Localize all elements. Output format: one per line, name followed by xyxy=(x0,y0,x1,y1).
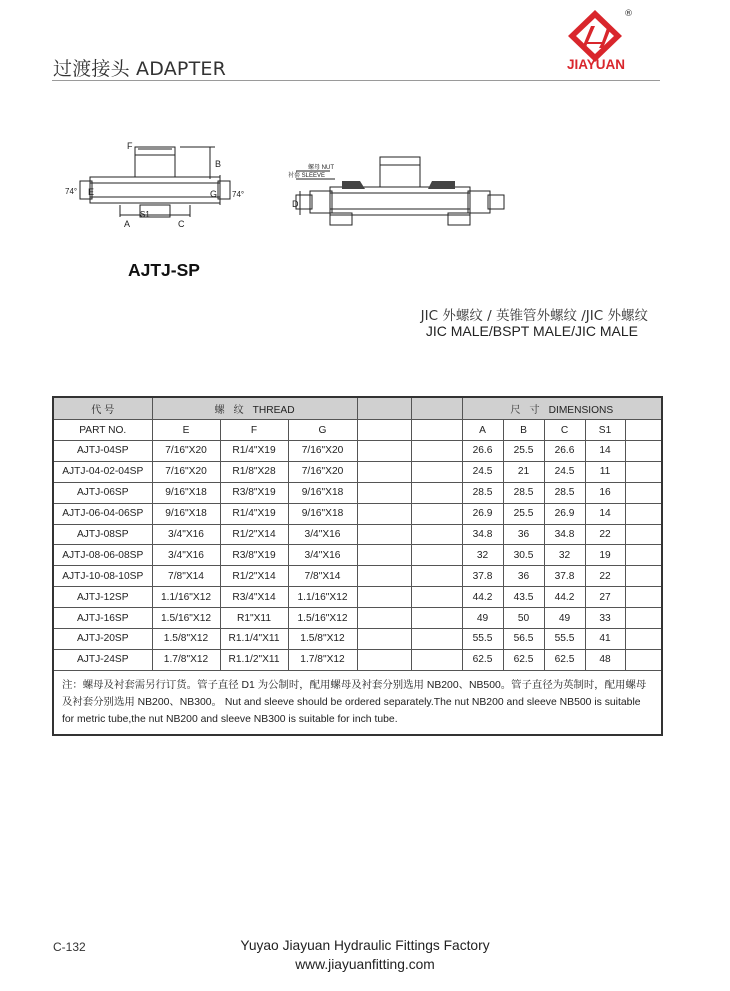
table-cell: 14 xyxy=(585,503,625,524)
table-cell: 16 xyxy=(585,482,625,503)
table-cell: 36 xyxy=(503,566,544,587)
table-cell xyxy=(411,587,462,608)
table-cell: 3/4"X16 xyxy=(288,545,357,566)
table-cell: 48 xyxy=(585,649,625,670)
table-cell: 1.7/8"X12 xyxy=(152,649,220,670)
header-thread-cn: 螺 纹 xyxy=(214,405,247,416)
label-g: G xyxy=(210,189,218,199)
table-cell: 14 xyxy=(585,441,625,462)
column-header: C xyxy=(544,420,585,441)
column-header xyxy=(357,420,411,441)
table-cell xyxy=(411,629,462,650)
table-cell: 49 xyxy=(462,608,503,629)
table-cell xyxy=(411,524,462,545)
table-row xyxy=(53,587,662,608)
table-row xyxy=(53,524,662,545)
table-cell: R1/2"X14 xyxy=(220,566,288,587)
column-header xyxy=(625,420,662,441)
table-cell xyxy=(625,482,662,503)
table-cell: 11 xyxy=(585,461,625,482)
table-row xyxy=(53,629,662,650)
part-number-cell: AJTJ-08-06-08SP xyxy=(53,545,152,566)
column-header: E xyxy=(152,420,220,441)
table-cell: 1.7/8"X12 xyxy=(288,649,357,670)
table-cell: 22 xyxy=(585,524,625,545)
table-cell: 3/4"X16 xyxy=(152,545,220,566)
subtitle-chinese: JIC 外螺纹 / 英锥管外螺纹 /JIC 外螺纹 xyxy=(420,308,648,324)
table-cell: R1/4"X19 xyxy=(220,503,288,524)
table-cell: 32 xyxy=(462,545,503,566)
table-cell: 55.5 xyxy=(544,629,585,650)
table-cell: 24.5 xyxy=(462,461,503,482)
table-row xyxy=(53,441,662,462)
table-cell xyxy=(357,482,411,503)
table-cell xyxy=(411,545,462,566)
label-s1: S1 xyxy=(140,210,150,219)
table-cell: 7/16"X20 xyxy=(288,441,357,462)
table-cell: 22 xyxy=(585,566,625,587)
table-cell: R1/8"X28 xyxy=(220,461,288,482)
table-cell: 7/8"X14 xyxy=(152,566,220,587)
table-cell: 19 xyxy=(585,545,625,566)
table-cell: R3/8"X19 xyxy=(220,545,288,566)
table-cell: 62.5 xyxy=(503,649,544,670)
table-cell: 50 xyxy=(503,608,544,629)
column-header: B xyxy=(503,420,544,441)
table-row xyxy=(53,649,662,670)
column-header xyxy=(411,420,462,441)
table-cell xyxy=(411,441,462,462)
table-cell: 26.9 xyxy=(544,503,585,524)
header-thread-en: THREAD xyxy=(252,405,295,416)
table-cell: 43.5 xyxy=(503,587,544,608)
table-cell: 26.6 xyxy=(462,441,503,462)
column-header: PART NO. xyxy=(53,420,152,441)
table-cell xyxy=(625,441,662,462)
label-angle-right: 74° xyxy=(232,190,245,199)
table-cell xyxy=(411,482,462,503)
table-cell: 9/16"X18 xyxy=(152,503,220,524)
label-f: F xyxy=(127,141,133,151)
table-cell: 34.8 xyxy=(544,524,585,545)
subtitle-english: JIC MALE/BSPT MALE/JIC MALE xyxy=(425,323,638,339)
table-cell: 55.5 xyxy=(462,629,503,650)
table-cell: 9/16"X18 xyxy=(288,503,357,524)
part-number-cell: AJTJ-20SP xyxy=(53,629,152,650)
label-sleeve: 衬套 SLEEVE xyxy=(288,173,326,179)
table-cell: 7/16"X20 xyxy=(288,461,357,482)
table-row xyxy=(53,461,662,482)
label-c: C xyxy=(178,219,185,229)
table-cell: 9/16"X18 xyxy=(288,482,357,503)
company-name: Yuyao Jiayuan Hydraulic Fittings Factory xyxy=(240,938,490,953)
header-dim-en: DIMENSIONS xyxy=(548,405,614,416)
table-cell: 1.5/8"X12 xyxy=(288,629,357,650)
table-cell: 28.5 xyxy=(544,482,585,503)
model-code: AJTJ-SP xyxy=(128,260,200,280)
header-blank xyxy=(357,397,411,420)
table-cell xyxy=(357,629,411,650)
table-cell: 7/8"X14 xyxy=(288,566,357,587)
table-cell: 1.5/16"X12 xyxy=(288,608,357,629)
table-cell xyxy=(411,566,462,587)
table-cell: 25.5 xyxy=(503,441,544,462)
table-cell: 21 xyxy=(503,461,544,482)
table-cell: 37.8 xyxy=(462,566,503,587)
table-cell: R1/2"X14 xyxy=(220,524,288,545)
table-row xyxy=(53,545,662,566)
label-d: D xyxy=(292,199,299,209)
table-cell xyxy=(625,608,662,629)
table-note: 注：螺母及衬套需另行订货。管子直径 D1 为公制时，配用螺母及衬套分别选用 NB200、NB500。管子直径为英制时，配用螺母及衬套分别选用 NB200、NB300。 Nut and sleeve should be ordered separately.The nut NB200 and sleeve NB500 is suitable for metric tube,the nut NB200 and sleeve NB300 is suitable for inch tube. xyxy=(53,670,662,735)
table-cell xyxy=(357,587,411,608)
table-cell: 3/4"X16 xyxy=(152,524,220,545)
logo-text: JIAYUAN xyxy=(566,57,626,72)
table-cell: 26.9 xyxy=(462,503,503,524)
header-dimensions xyxy=(462,397,662,420)
part-number-cell: AJTJ-16SP xyxy=(53,608,152,629)
table-cell: 44.2 xyxy=(462,587,503,608)
column-header: F xyxy=(220,420,288,441)
table-cell: 32 xyxy=(544,545,585,566)
table-cell xyxy=(357,649,411,670)
table-cell: 1.5/8"X12 xyxy=(152,629,220,650)
table-cell: 7/16"X20 xyxy=(152,461,220,482)
label-e: E xyxy=(88,187,95,197)
header-divider xyxy=(52,80,660,81)
part-number-cell: AJTJ-04SP xyxy=(53,441,152,462)
table-cell: 1.1/16"X12 xyxy=(152,587,220,608)
table-cell: 9/16"X18 xyxy=(152,482,220,503)
table-cell: R1.1/4"X11 xyxy=(220,629,288,650)
table-row xyxy=(53,566,662,587)
table-cell: 7/16"X20 xyxy=(152,441,220,462)
table-cell: 44.2 xyxy=(544,587,585,608)
label-a: A xyxy=(124,219,131,229)
table-cell: R3/8"X19 xyxy=(220,482,288,503)
part-number-cell: AJTJ-06-04-06SP xyxy=(53,503,152,524)
table-cell: 56.5 xyxy=(503,629,544,650)
table-cell xyxy=(411,503,462,524)
table-cell: 28.5 xyxy=(462,482,503,503)
table-cell xyxy=(357,608,411,629)
table-cell: 34.8 xyxy=(462,524,503,545)
column-header: A xyxy=(462,420,503,441)
table-cell xyxy=(625,649,662,670)
table-cell: R1"X11 xyxy=(220,608,288,629)
header-dim-cn: 尺 寸 xyxy=(510,405,543,416)
part-number-cell: AJTJ-10-08-10SP xyxy=(53,566,152,587)
table-cell xyxy=(411,649,462,670)
table-cell: 27 xyxy=(585,587,625,608)
table-cell: 1.1/16"X12 xyxy=(288,587,357,608)
table-cell: 24.5 xyxy=(544,461,585,482)
table-cell: 36 xyxy=(503,524,544,545)
table-cell xyxy=(625,587,662,608)
part-number-cell: AJTJ-24SP xyxy=(53,649,152,670)
table-cell xyxy=(357,503,411,524)
table-cell: 37.8 xyxy=(544,566,585,587)
header-code-cn: 代 号 xyxy=(53,397,152,420)
table-column-header xyxy=(53,420,662,441)
table-cell: R3/4"X14 xyxy=(220,587,288,608)
fitting-drawing xyxy=(60,135,560,235)
table-cell xyxy=(357,566,411,587)
table-cell: R1/4"X19 xyxy=(220,441,288,462)
table-cell xyxy=(625,566,662,587)
table-cell xyxy=(625,461,662,482)
header-blank xyxy=(411,397,462,420)
table-cell xyxy=(357,461,411,482)
table-cell xyxy=(357,545,411,566)
label-angle-left: 74° xyxy=(65,187,78,196)
part-number-cell: AJTJ-12SP xyxy=(53,587,152,608)
column-header: S1 xyxy=(585,420,625,441)
column-header: G xyxy=(288,420,357,441)
table-cell: 62.5 xyxy=(462,649,503,670)
part-number-cell: AJTJ-08SP xyxy=(53,524,152,545)
table-cell xyxy=(411,608,462,629)
registered-mark: ® xyxy=(624,9,633,19)
website: www.jiayuanfitting.com xyxy=(295,957,435,972)
table-cell xyxy=(625,503,662,524)
part-number-cell: AJTJ-06SP xyxy=(53,482,152,503)
table-cell: 49 xyxy=(544,608,585,629)
table-cell xyxy=(357,441,411,462)
spec-table xyxy=(52,396,663,736)
table-row xyxy=(53,608,662,629)
table-cell: 33 xyxy=(585,608,625,629)
table-cell xyxy=(357,524,411,545)
table-cell xyxy=(625,545,662,566)
table-row xyxy=(53,503,662,524)
table-cell: 41 xyxy=(585,629,625,650)
table-cell: 25.5 xyxy=(503,503,544,524)
table-cell: R1.1/2"X11 xyxy=(220,649,288,670)
table-body xyxy=(53,441,662,671)
page-number: C-132 xyxy=(53,940,86,954)
table-cell xyxy=(625,524,662,545)
table-cell: 30.5 xyxy=(503,545,544,566)
table-note-row xyxy=(53,670,662,735)
table-row xyxy=(53,482,662,503)
table-cell: 26.6 xyxy=(544,441,585,462)
table-cell: 62.5 xyxy=(544,649,585,670)
table-cell xyxy=(625,629,662,650)
part-number-cell: AJTJ-04-02-04SP xyxy=(53,461,152,482)
table-cell: 3/4"X16 xyxy=(288,524,357,545)
table-cell: 1.5/16"X12 xyxy=(152,608,220,629)
table-cell xyxy=(411,461,462,482)
page-title: 过渡接头 ADAPTER xyxy=(53,58,227,80)
label-nut: 螺母 NUT xyxy=(308,165,334,171)
header-thread xyxy=(152,397,357,420)
table-cell: 28.5 xyxy=(503,482,544,503)
table-group-header xyxy=(53,397,662,420)
label-b: B xyxy=(215,159,222,169)
